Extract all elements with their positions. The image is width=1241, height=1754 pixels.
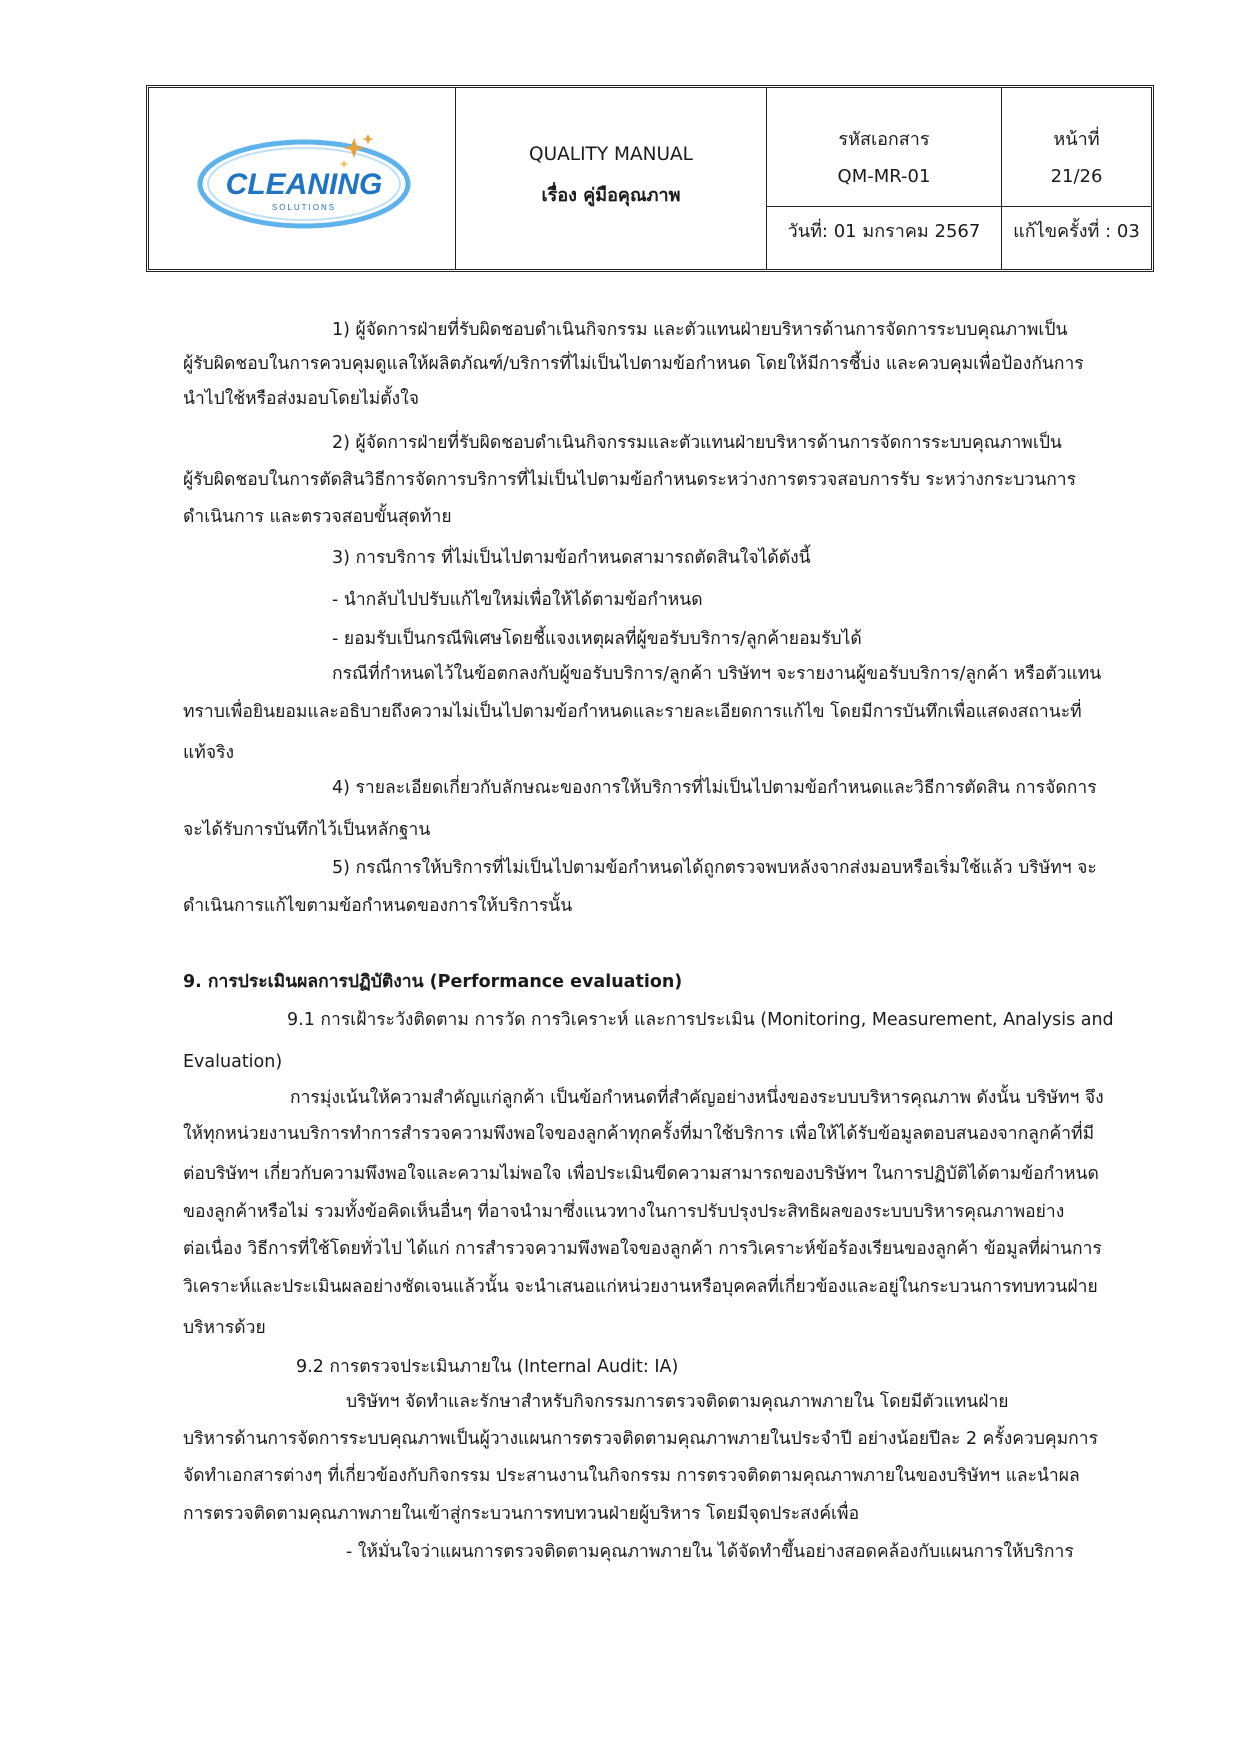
body-line: บริหารด้านการจัดการระบบคุณภาพเป็นผู้วางแผนการตรวจติดตามคุณภาพภายในประจำปี อย่างน้อยปีละ 2 ครั้งควบคุมการ — [183, 1429, 1098, 1449]
doc-date: วันที่: 01 มกราคม 2567 — [787, 221, 981, 242]
subsection-heading: 9.1 การเฝ้าระวังติดตาม การวัด การวิเคราะห์ และการประเมิน (Monitoring, Measurement, Analysis and — [287, 1010, 1114, 1030]
body-line: ต่อเนื่อง วิธีการที่ใช้โดยทั่วไป ได้แก่ การสำรวจความพึงพอใจของลูกค้า การวิเคราะห์ข้อร้องเรียนของลูกค้า ข้อมูลที่ผ่านการ — [183, 1239, 1102, 1259]
doc-code-label: รหัสเอกสาร — [838, 129, 930, 150]
body-line: 5) กรณีการให้บริการที่ไม่เป็นไปตามข้อกำหนดได้ถูกตรวจพบหลังจากส่งมอบหรือเริ่มใช้แล้ว บริษัทฯ จะ — [332, 858, 1097, 878]
body-line: ต่อบริษัทฯ เกี่ยวกับความพึงพอใจและความไม่พอใจ เพื่อประเมินขีดความสามารถของบริษัทฯ ในการปฏิบัติได้ตามข้อกำหนด — [183, 1164, 1099, 1184]
logo-subtext: SOLUTIONS — [271, 203, 337, 212]
body-line: ทราบเพื่อยินยอมและอธิบายถึงความไม่เป็นไปตามข้อกำหนดและรายละเอียดการแก้ไข โดยมีการบันทึกเพื่อแสดงสถานะที่ — [183, 702, 1082, 722]
body-line: จัดทำเอกสารต่างๆ ที่เกี่ยวข้องกับกิจกรรม ประสานงานในกิจกรรม การตรวจติดตามคุณภาพภายในของบริษัทฯ และนำผล — [183, 1466, 1080, 1486]
subsection-heading: 9.2 การตรวจประเมินภายใน (Internal Audit: IA) — [296, 1357, 679, 1377]
revision-number: แก้ไขครั้งที่ : 03 — [1013, 221, 1140, 242]
body-line: - ยอมรับเป็นกรณีพิเศษโดยชี้แจงเหตุผลที่ผู้ขอรับบริการ/ลูกค้ายอมรับได้ — [332, 629, 862, 649]
body-line: - นำกลับไปปรับแก้ไขใหม่เพื่อให้ได้ตามข้อกำหนด — [332, 590, 703, 610]
body-line: ของลูกค้าหรือไม่ รวมทั้งข้อคิดเห็นอื่นๆ ที่อาจนำมาซึ่งแนวทางในการปรับปรุงประสิทธิผลของระบบบริหารคุณภาพอย่าง — [183, 1202, 1065, 1222]
body-line: จะได้รับการบันทึกไว้เป็นหลักฐาน — [183, 820, 431, 840]
body-line: บริหารด้วย — [183, 1318, 266, 1338]
body-line: ผู้รับผิดชอบในการตัดสินวิธีการจัดการบริการที่ไม่เป็นไปตามข้อกำหนดระหว่างการตรวจสอบการรับ ระหว่างกระบวนการ — [183, 470, 1077, 490]
body-line: 3) การบริการ ที่ไม่เป็นไปตามข้อกำหนดสามารถตัดสินใจได้ดังนี้ — [332, 548, 811, 568]
body-line: การมุ่งเน้นให้ความสำคัญแก่ลูกค้า เป็นข้อกำหนดที่สำคัญอย่างหนึ่งของระบบบริหารคุณภาพ ดังนั้น บริษัทฯ จึง — [290, 1088, 1104, 1108]
body-line: ดำเนินการแก้ไขตามข้อกำหนดของการให้บริการนั้น — [183, 896, 573, 916]
body-line: กรณีที่กำหนดไว้ในข้อตกลงกับผู้ขอรับบริการ/ลูกค้า บริษัทฯ จะรายงานผู้ขอรับบริการ/ลูกค้า หรือตัวแทน — [332, 664, 1102, 684]
section-heading: 9. การประเมินผลการปฏิบัติงาน (Performance evaluation) — [183, 972, 683, 992]
body-line: 4) รายละเอียดเกี่ยวกับลักษณะของการให้บริการที่ไม่เป็นไปตามข้อกำหนดและวิธีการตัดสิน การจัดการ — [332, 778, 1097, 798]
manual-title-en: QUALITY MANUAL — [529, 144, 693, 165]
body-line: บริษัทฯ จัดทำและรักษาสำหรับกิจกรรมการตรวจติดตามคุณภาพภายใน โดยมีตัวแทนฝ่าย — [346, 1392, 1009, 1412]
body-line: Evaluation) — [183, 1052, 283, 1072]
body-line: - ให้มั่นใจว่าแผนการตรวจติดตามคุณภาพภายใน ได้จัดทำขึ้นอย่างสอดคล้องกับแผนการให้บริการ — [346, 1542, 1074, 1562]
body-line: แท้จริง — [183, 743, 235, 763]
manual-title-th: เรื่อง คู่มือคุณภาพ — [541, 185, 681, 206]
body-line: วิเคราะห์และประเมินผลอย่างชัดเจนแล้วนั้น จะนำเสนอแก่หน่วยงานหรือบุคคลที่เกี่ยวข้องและอยู่ในกระบวนการทบทวนฝ่าย — [183, 1277, 1098, 1297]
doc-code-value: QM-MR-01 — [837, 166, 931, 187]
body-line: ดำเนินการ และตรวจสอบขั้นสุดท้าย — [183, 507, 452, 527]
page-label: หน้าที่ — [1053, 129, 1100, 150]
logo-text: CLEANING — [225, 168, 383, 201]
body-line: การตรวจติดตามคุณภาพภายในเข้าสู่กระบวนการทบทวนฝ่ายผู้บริหาร โดยมีจุดประสงค์เพื่อ — [183, 1504, 860, 1524]
page-value: 21/26 — [1050, 166, 1103, 187]
body-line: ให้ทุกหน่วยงานบริการทำการสำรวจความพึงพอใจของลูกค้าทุกครั้งที่มาใช้บริการ เพื่อให้ได้รับข้อมูลตอบสนองจากลูกค้าที่มี — [183, 1124, 1095, 1144]
body-line: ผู้รับผิดชอบในการควบคุมดูแลให้ผลิตภัณฑ์/บริการที่ไม่เป็นไปตามข้อกำหนด โดยให้มีการชี้บ่ง และควบคุมเพื่อป้องกันการ — [183, 354, 1084, 374]
body-line: นำไปใช้หรือส่งมอบโดยไม่ตั้งใจ — [183, 389, 420, 409]
body-line: 2) ผู้จัดการฝ่ายที่รับผิดชอบดำเนินกิจกรรมและตัวแทนฝ่ายบริหารด้านการจัดการระบบคุณภาพเป็น — [332, 433, 1062, 453]
body-line: 1) ผู้จัดการฝ่ายที่รับผิดชอบดำเนินกิจกรรม และตัวแทนฝ่ายบริหารด้านการจัดการระบบคุณภาพเป็น — [332, 320, 1068, 340]
